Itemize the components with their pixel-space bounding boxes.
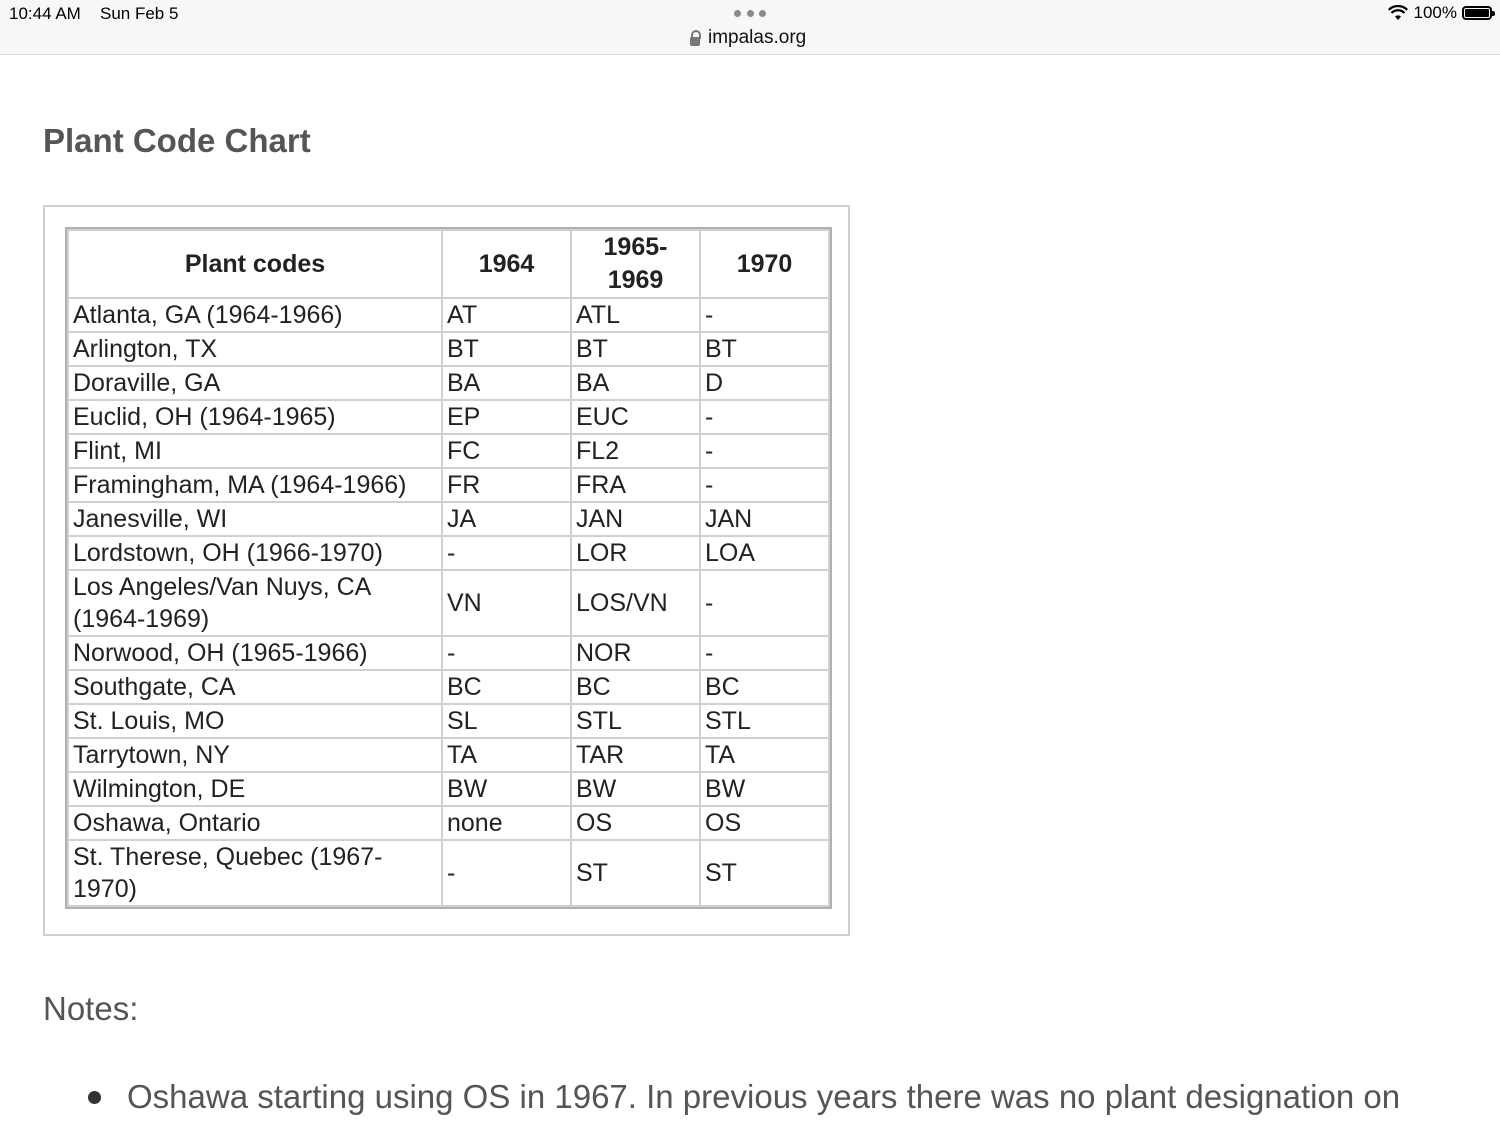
- plant-code-cell: BW: [442, 772, 571, 806]
- header-1964: 1964: [442, 230, 571, 298]
- header-1965-1969: 1965- 1969: [571, 230, 700, 298]
- plant-name-cell: Tarrytown, NY: [68, 738, 442, 772]
- battery-percent: 100%: [1413, 3, 1457, 22]
- table-row: [68, 738, 829, 772]
- plant-code-cell: -: [442, 840, 571, 906]
- plant-code-cell: BC: [442, 670, 571, 704]
- notes-list: [88, 1078, 1400, 1116]
- url-text: impalas.org: [708, 27, 807, 48]
- plant-name-cell: Euclid, OH (1964-1965): [68, 400, 442, 434]
- plant-code-cell: BA: [571, 366, 700, 400]
- plant-code-cell: D: [700, 366, 829, 400]
- plant-name-cell: Norwood, OH (1965-1966): [68, 636, 442, 670]
- table-row: [68, 434, 829, 468]
- table-row: [68, 536, 829, 570]
- plant-code-cell: OS: [700, 806, 829, 840]
- page-title: Plant Code Chart: [43, 122, 311, 159]
- table-row: [68, 502, 829, 536]
- table-row: [68, 840, 829, 906]
- plant-code-cell: AT: [442, 298, 571, 332]
- table-row: [68, 636, 829, 670]
- table-row: [68, 332, 829, 366]
- battery-icon: [1462, 6, 1492, 20]
- lock-icon: [690, 37, 700, 46]
- plant-code-cell: BT: [700, 332, 829, 366]
- bullet-icon: [88, 1091, 101, 1104]
- plant-code-cell: none: [442, 806, 571, 840]
- plant-code-cell: LOR: [571, 536, 700, 570]
- table-row: [68, 570, 829, 636]
- plant-code-cell: BC: [571, 670, 700, 704]
- table-header-row: [68, 230, 829, 298]
- plant-code-cell: VN: [442, 570, 571, 636]
- plant-name-cell: Atlanta, GA (1964-1966): [68, 298, 442, 332]
- table-row: [68, 366, 829, 400]
- plant-code-cell: FRA: [571, 468, 700, 502]
- plant-code-table: [67, 229, 830, 907]
- plant-code-cell: SL: [442, 704, 571, 738]
- plant-code-cell: STL: [571, 704, 700, 738]
- plant-code-cell: TAR: [571, 738, 700, 772]
- list-item: [88, 1078, 1400, 1116]
- plant-code-cell: BW: [571, 772, 700, 806]
- plant-name-cell: Los Angeles/Van Nuys, CA (1964-1969): [68, 570, 442, 636]
- browser-top-bar: [0, 0, 1500, 55]
- plant-code-cell: -: [442, 536, 571, 570]
- plant-code-cell: ATL: [571, 298, 700, 332]
- status-date: Sun Feb 5: [100, 4, 179, 23]
- plant-code-cell: -: [700, 400, 829, 434]
- plant-code-cell: NOR: [571, 636, 700, 670]
- table-row: [68, 806, 829, 840]
- plant-code-cell: -: [442, 636, 571, 670]
- plant-code-cell: BW: [700, 772, 829, 806]
- plant-code-cell: ST: [700, 840, 829, 906]
- plant-code-cell: -: [700, 298, 829, 332]
- plant-code-cell: -: [700, 636, 829, 670]
- plant-name-cell: Lordstown, OH (1966-1970): [68, 536, 442, 570]
- plant-code-cell: BT: [571, 332, 700, 366]
- note-text: Oshawa starting using OS in 1967. In previous years there was no plant designation on: [127, 1078, 1401, 1115]
- plant-code-cell: BA: [442, 366, 571, 400]
- plant-name-cell: St. Therese, Quebec (1967-1970): [68, 840, 442, 906]
- plant-code-cell: BC: [700, 670, 829, 704]
- address-bar[interactable]: [690, 27, 806, 49]
- table-row: [68, 704, 829, 738]
- plant-code-cell: STL: [700, 704, 829, 738]
- plant-code-cell: TA: [442, 738, 571, 772]
- plant-code-chart-frame: [43, 205, 850, 936]
- plant-name-cell: Southgate, CA: [68, 670, 442, 704]
- plant-code-cell: LOS/VN: [571, 570, 700, 636]
- more-dots-icon[interactable]: [734, 10, 766, 18]
- wifi-icon: [1388, 5, 1408, 21]
- plant-code-cell: BT: [442, 332, 571, 366]
- plant-code-cell: TA: [700, 738, 829, 772]
- status-indicators: [1388, 3, 1492, 23]
- table-row: [68, 400, 829, 434]
- header-1970: 1970: [700, 230, 829, 298]
- plant-code-cell: FL2: [571, 434, 700, 468]
- status-time: 10:44 AM: [9, 4, 81, 23]
- plant-code-cell: FC: [442, 434, 571, 468]
- plant-code-cell: JA: [442, 502, 571, 536]
- plant-name-cell: Wilmington, DE: [68, 772, 442, 806]
- plant-name-cell: St. Louis, MO: [68, 704, 442, 738]
- header-plant-codes: Plant codes: [68, 230, 442, 298]
- plant-name-cell: Oshawa, Ontario: [68, 806, 442, 840]
- plant-code-cell: -: [700, 434, 829, 468]
- plant-name-cell: Framingham, MA (1964-1966): [68, 468, 442, 502]
- plant-code-cell: FR: [442, 468, 571, 502]
- plant-code-cell: ST: [571, 840, 700, 906]
- table-row: [68, 468, 829, 502]
- plant-code-cell: EUC: [571, 400, 700, 434]
- plant-code-cell: OS: [571, 806, 700, 840]
- plant-name-cell: Janesville, WI: [68, 502, 442, 536]
- plant-code-cell: JAN: [700, 502, 829, 536]
- notes-heading: Notes:: [43, 990, 139, 1027]
- plant-name-cell: Arlington, TX: [68, 332, 442, 366]
- table-row: [68, 670, 829, 704]
- plant-code-cell: -: [700, 570, 829, 636]
- table-row: [68, 298, 829, 332]
- plant-code-cell: EP: [442, 400, 571, 434]
- plant-name-cell: Flint, MI: [68, 434, 442, 468]
- plant-code-cell: JAN: [571, 502, 700, 536]
- table-row: [68, 772, 829, 806]
- plant-code-cell: LOA: [700, 536, 829, 570]
- plant-name-cell: Doraville, GA: [68, 366, 442, 400]
- plant-code-cell: -: [700, 468, 829, 502]
